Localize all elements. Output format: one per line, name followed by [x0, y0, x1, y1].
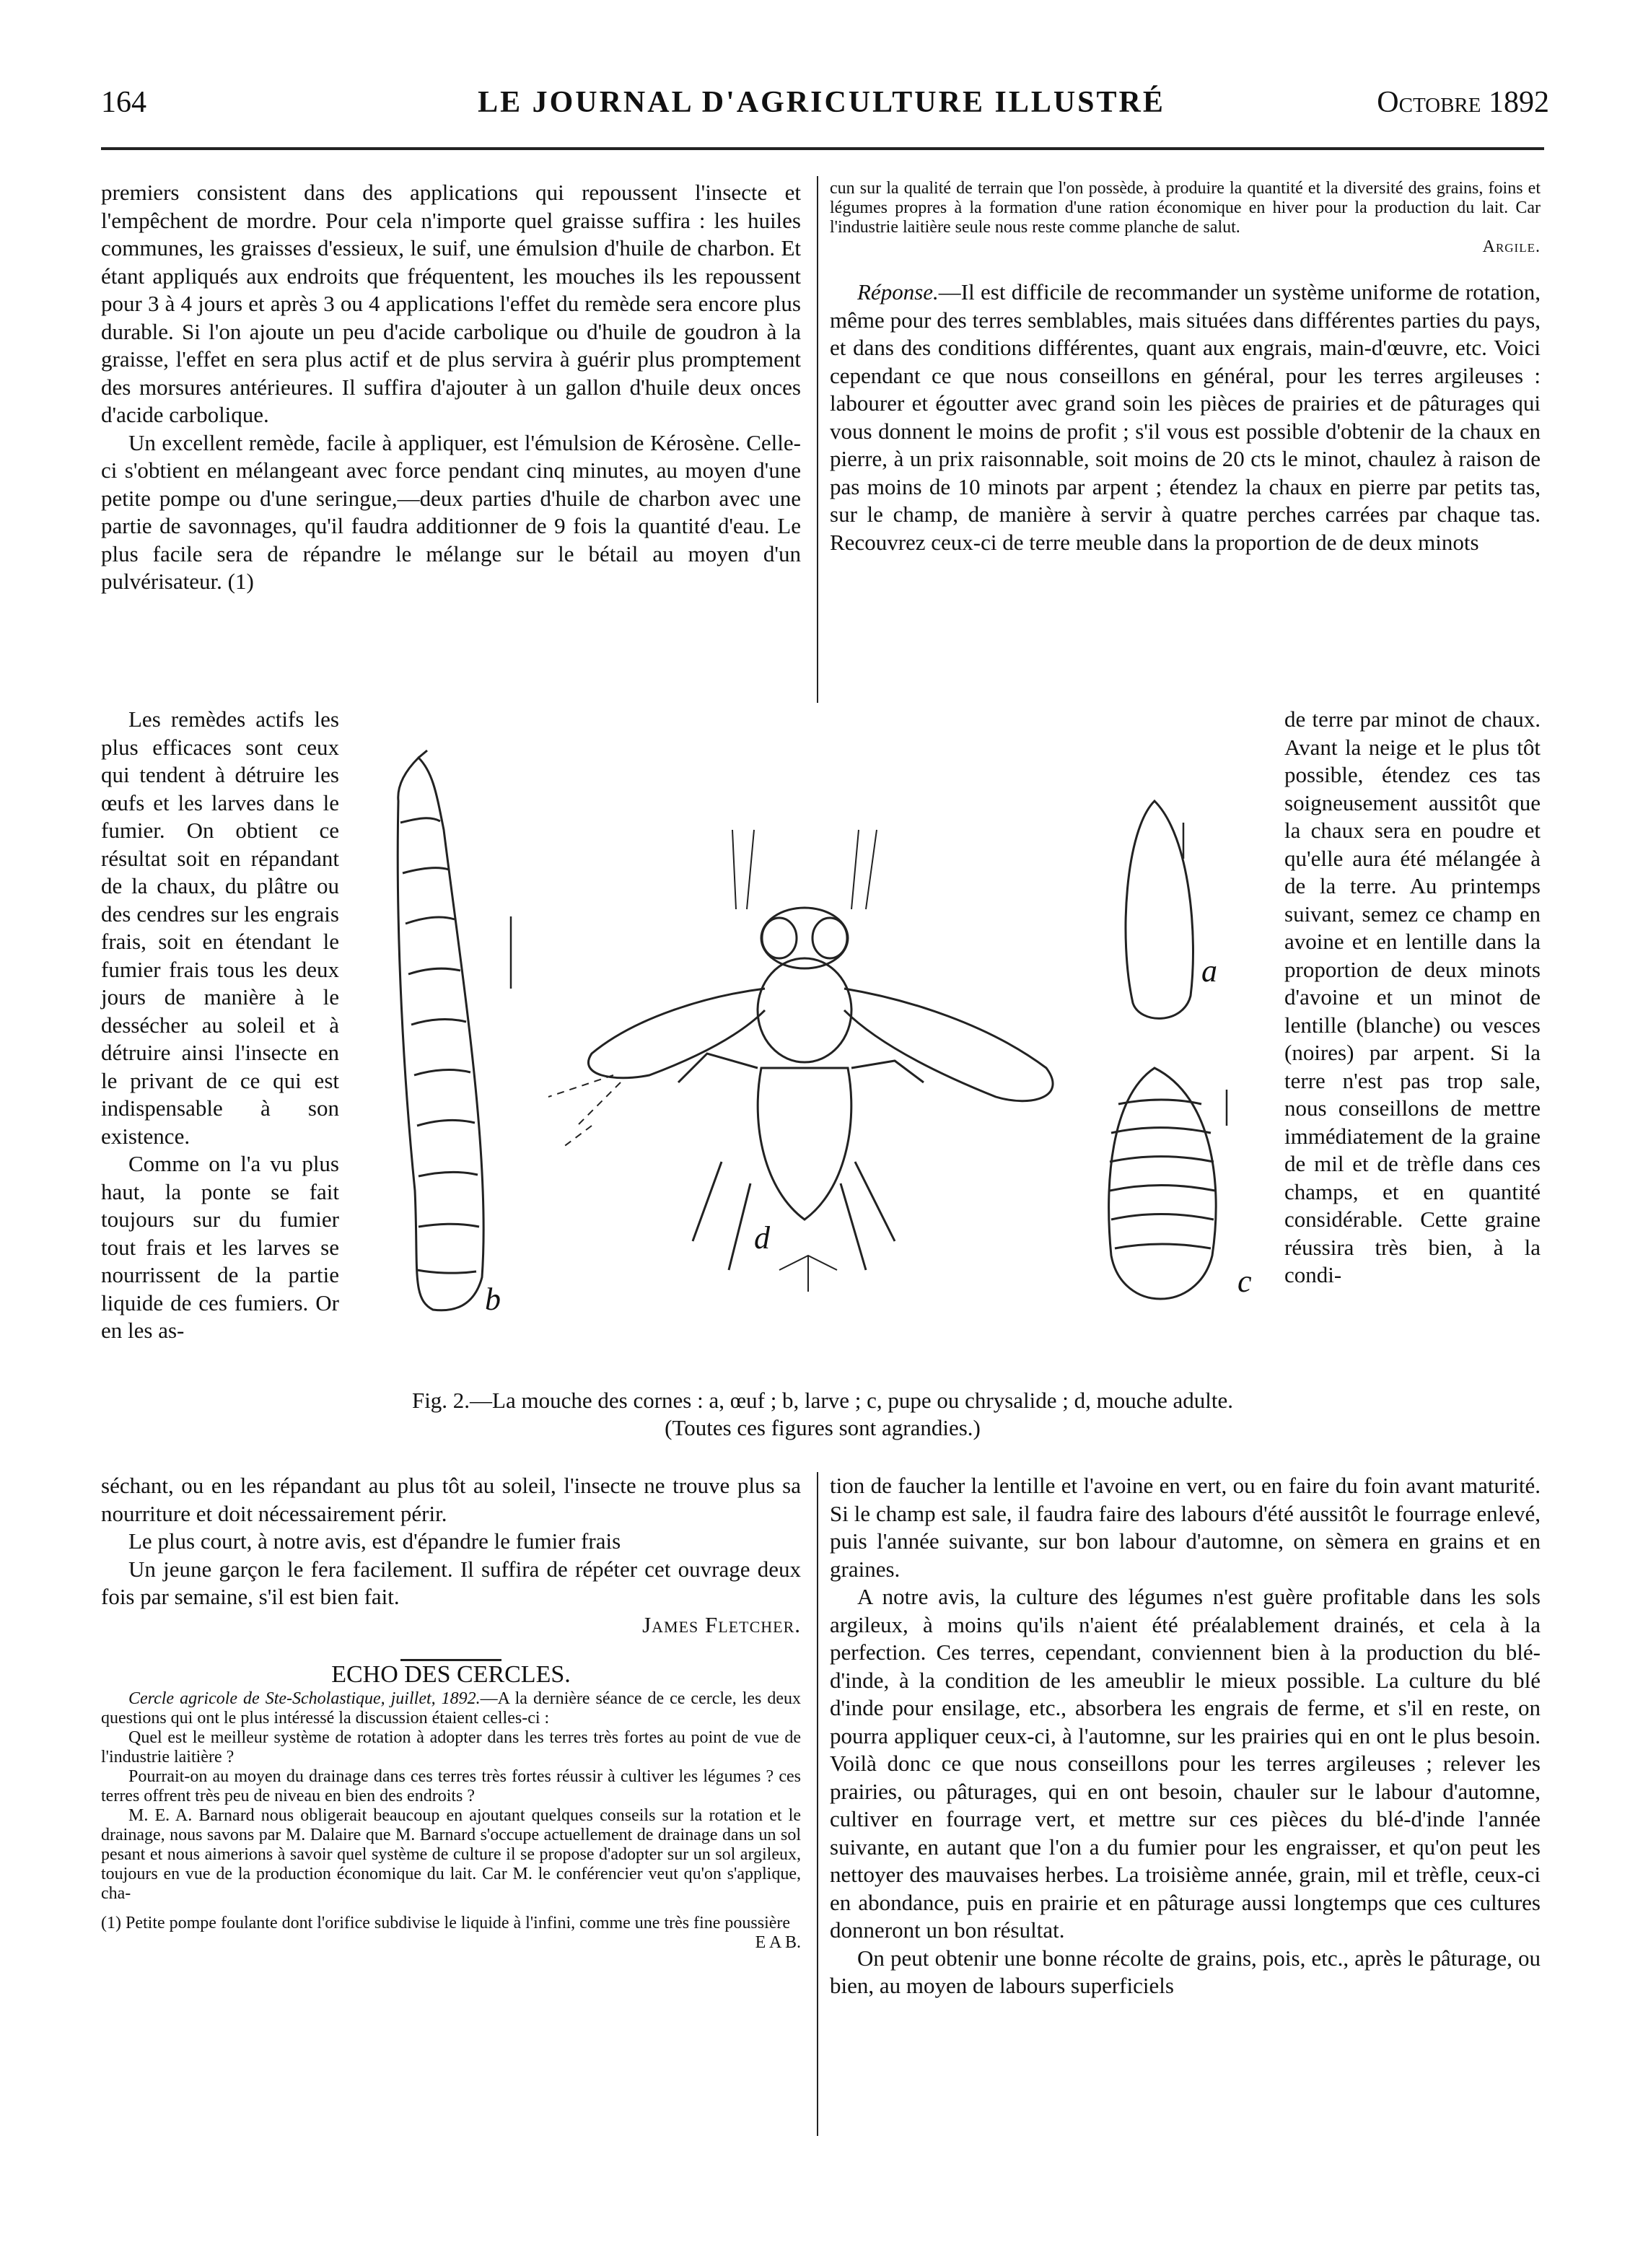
figure-caption: Fig. 2.—La mouche des cornes : a, œuf ; b, larve ; c, pupe ou chrysalide ; d, mouche adulte. (Toutes ces figures sont agrandies.)	[411, 1388, 1234, 1440]
footnote-signature: E A B.	[755, 1932, 801, 1952]
echo-source: Cercle agricole de Ste-Scholastique, juillet, 1892.	[128, 1689, 481, 1708]
echo-text: —A la dernière séance de ce cercle, les deux questions qui ont le plus intéressé la discussion étaient celles-ci :	[101, 1689, 801, 1728]
section-heading: ECHO DES CERCLES.	[331, 1661, 571, 1688]
paragraph: On peut obtenir une bonne récolte de grains, pois, etc., après le pâturage, ou bien, au moyen de labours superficiels	[830, 1945, 1541, 1998]
issue-date: Octobre 1892	[1377, 86, 1549, 119]
reponse-text: —Il est difficile de recommander un système uniforme de rotation, même pour des terres semblables, mais situées dans différentes parties du pays, et dans des conditions différentes, quant aux engrais, main-d'œuvre, etc. Voici cependant ce que nous conseillons en général, pour les terres argileuses : labourer et égoutter avec grand soin les pièces de prairies et de pâturages qui vous donnent le moins de profit ; s'il vous est possible d'obtenir de la chaux en pierre, à un prix raisonnable, soit moins de 20 cts le minot, chaulez à raison de pas moins de 10 minots par arpent ; étendez la chaux en pierre par petits tas, sur le champ, de manière à servir à quatre perches carrées par chaque tas. Recouvrez ceux-ci de terre meuble dans la proportion de de deux minots	[830, 279, 1541, 555]
paragraph: A notre avis, la culture des légumes n'est guère profitable dans les sols argileux, à moins qu'ils n'aient été préalablement drainés, et cela à la perfection. Ces terres, cependant, conviennent bien à la production du blé-d'inde, à la condition de les ameublir le mieux possible. La culture du blé d'inde pour ensilage, etc., absorbera les engrais de ferme, et s'il en reste, on pourra appliquer ceux-ci, à l'automne, sur les prairies qui en ont le plus besoin. Voilà donc ce que nous conseillons pour les terres argileuses ; relever les prairies, ou pâturages, qui en ont besoin, chauler sur le labour d'automne, cultiver en fourrage vert, et mettre sur ces pièces du blé-d'inde l'année suivante, en autant que l'on a du fumier pour les engraisser, et qu'on peut les nettoyer des mauvaises herbes. La troisième année, grain, mil et trèfle, ceux-ci en abondance, puis en prairie et en pâturage aussi longtemps que ces cultures donneront un bon résultat.	[830, 1584, 1541, 1943]
larva-drawing	[398, 750, 511, 1310]
label-a: a	[1201, 953, 1217, 989]
page-number: 164	[101, 86, 146, 119]
adult-fly-drawing	[548, 830, 1053, 1292]
egg-drawing	[1126, 801, 1193, 1018]
label-d: d	[754, 1220, 770, 1256]
paragraph: Le plus court, à notre avis, est d'épandre le fumier frais	[128, 1528, 621, 1554]
paragraph: Comme on l'a vu plus haut, la ponte se fait toujours sur du fumier tout frais et les larves se nourrissent de la partie liquide de ces fumiers. Or en les as-	[101, 1151, 339, 1343]
paragraph: premiers consistent dans des applications qui repoussent l'insecte et l'empêchent de mordre. Pour cela n'importe quel graisse suffira : les huiles communes, les graisses d'essieux, le suif, une émulsion d'huile de charbon. Et étant appliqués aux endroits que fréquentent, les mouches ils les repoussent pour 3 à 4 jours et après 3 ou 4 applications l'effet du remède sera encore plus durable. Si l'on ajoute un peu d'acide carbolique ou d'huile de goudron à la graisse, l'effet en sera plus actif et de plus servira à guérir plus promptement des morsures antérieures. Il suffira d'ajouter à un gallon d'huile deux onces d'acide carbolique.	[101, 180, 801, 427]
paragraph: tion de faucher la lentille et l'avoine en vert, ou en faire du foin avant maturité. Si le champ est sale, il faudra faire des labours d'été aussitôt le fourrage enlevé, puis l'année suivante, sur bon labour d'automne, on sèmera en grains et en graines.	[830, 1473, 1541, 1582]
author-signature: James Fletcher.	[642, 1611, 801, 1637]
pupa-drawing	[1109, 1068, 1227, 1299]
letter-signature: Argile.	[1482, 237, 1541, 256]
label-b: b	[485, 1282, 501, 1317]
echo-paragraph: Pourrait-on au moyen du drainage dans ces terres très fortes réussir à cultiver les légumes ? ces terres offrent très peu de niveau en bien des endroits ?	[101, 1766, 801, 1805]
journal-title: LE JOURNAL D'AGRICULTURE ILLUSTRÉ	[478, 86, 1165, 119]
label-c: c	[1237, 1264, 1252, 1299]
footnote-text: (1) Petite pompe foulante dont l'orifice subdivise le liquide à l'infini, comme une très fine poussière	[101, 1913, 791, 1932]
paragraph: Les remèdes actifs les plus efficaces sont ceux qui tendent à détruire les œufs et les larves dans le fumier. On obtient ce résultat soit en répandant de la chaux, du plâtre ou des cendres sur les engrais frais, soit en étendant le fumier frais tous les deux jours de manière à le dessécher au soleil et à détruire ainsi l'insecte en le privant de ce qui est indispensable à son existence.	[101, 706, 339, 1149]
echo-paragraph: M. E. A. Barnard nous obligerait beaucoup en ajoutant quelques conseils sur la rotation et le drainage, nous savons par M. Dalaire que M. Barnard s'occupe actuellement de drainage dans un sol pesant et nous aimerions à savoir quel système de culture il se propose d'adopter sur un sol argileux, toujours en vue de la production économique du lait. Car M. le conférencier veut qu'on s'applique, cha-	[101, 1805, 801, 1903]
reponse-label: Réponse.	[857, 279, 939, 305]
paragraph: séchant, ou en les répandant au plus tôt au soleil, l'insecte ne trouve plus sa nourriture et doit nécessairement périr.	[101, 1473, 801, 1526]
letter-text: cun sur la qualité de terrain que l'on possède, à produire la quantité et la diversité des grains, foins et légumes propres à la formation d'une ration économique en hiver pour la production du lait. Car l'industrie laitière seule nous reste comme planche de salut.	[830, 179, 1541, 237]
paragraph: Un excellent remède, facile à appliquer, est l'émulsion de Kérosène. Celle-ci s'obtient en mélangeant avec force pendant cinq minutes, au moyen d'une petite pompe ou d'une seringue,—deux parties d'huile de charbon avec une partie de savonnages, qu'il faudra additionner de 9 fois la quantité d'eau. Le plus facile sera de répandre le mélange sur le bétail au moyen d'un pulvérisateur. (1)	[101, 429, 801, 594]
echo-paragraph: Quel est le meilleur système de rotation à adopter dans les terres très fortes au point de vue de l'industrie laitière ?	[101, 1728, 801, 1766]
paragraph: de terre par minot de chaux. Avant la neige et le plus tôt possible, étendez ces tas soigneusement aussitôt que la chaux sera en poudre et qu'elle aura été mélangée à de la terre. Au printemps suivant, semez ce champ en avoine et en lentille dans la proportion de deux minots d'avoine et un minot de lentille (blanche) ou vesces (noires) par arpent. Si la terre n'est pas trop sale, nous conseillons de mettre immédiatement de la graine de mil et de trèfle dans ces champs, et en quantité considérable. Cette graine réussira très bien, à la condi-	[1284, 706, 1541, 1287]
paragraph: Un jeune garçon le fera facilement. Il suffira de répéter cet ouvrage deux fois par semaine, s'il est bien fait.	[101, 1556, 801, 1609]
